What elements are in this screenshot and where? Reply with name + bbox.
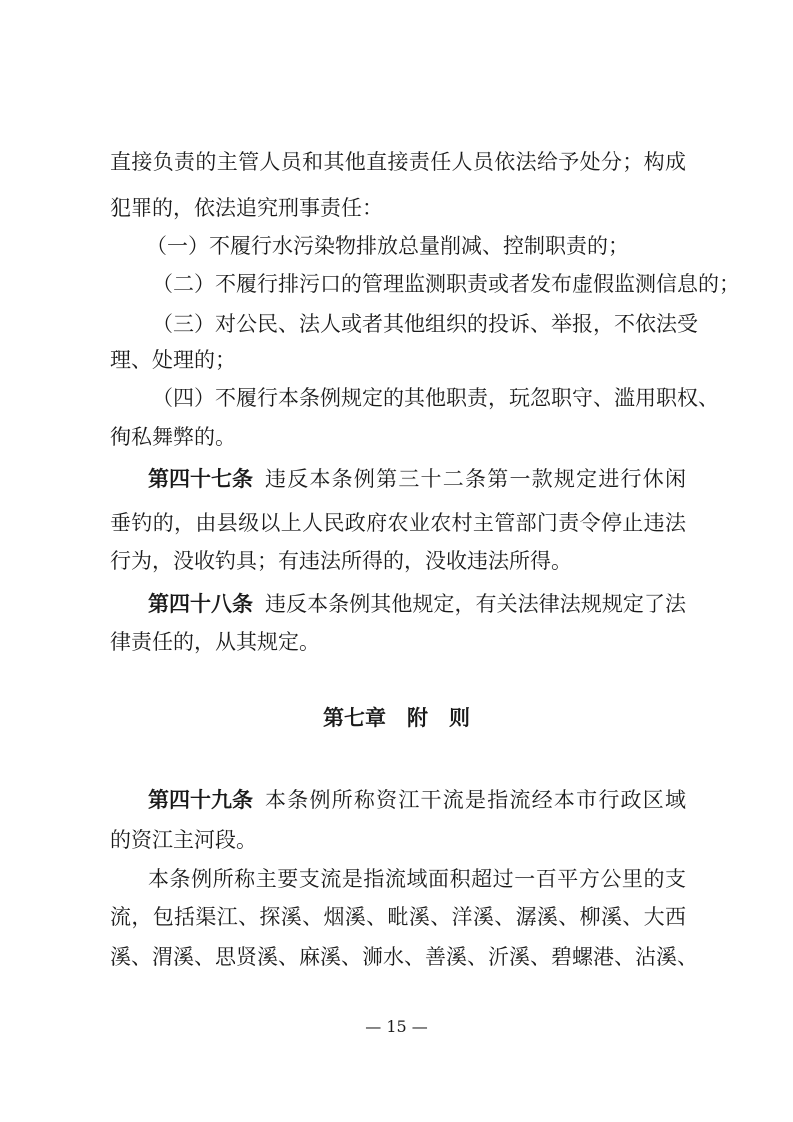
list-item-continuation: 理、处理的； [110, 348, 236, 372]
paragraph-line: 犯罪的，依法追究刑事责任： [110, 196, 383, 220]
article-text: 违反本条例第三十二条第一款规定进行休闲 [265, 467, 686, 491]
article-number: 第四十九条 [148, 788, 253, 812]
list-item: （四）不履行本条例规定的其他职责，玩忽职守、滥用职权、 [152, 386, 719, 410]
chapter-title: 第七章 附 则 [323, 706, 470, 730]
paragraph-line: 的资江主河段。 [110, 828, 257, 852]
article-text: 违反本条例其他规定，有关法律法规规定了法 [265, 592, 686, 616]
paragraph-line: 流，包括渠江、探溪、烟溪、毗溪、洋溪、潺溪、柳溪、大西 [110, 905, 686, 929]
article-47-first-line [148, 465, 686, 493]
paragraph-line: 直接负责的主管人员和其他直接责任人员依法给予处分；构成 [110, 150, 686, 174]
paragraph-line: 律责任的，从其规定。 [110, 630, 320, 654]
article-48-first-line [148, 590, 686, 618]
paragraph-line: 行为，没收钓具；有违法所得的，没收违法所得。 [110, 549, 572, 573]
page-number: — 15 — [365, 1017, 428, 1036]
list-item: （一）不履行水污染物排放总量削减、控制职责的； [146, 234, 629, 258]
paragraph-line: 溪、渭溪、思贤溪、麻溪、浉水、善溪、沂溪、碧螺港、沾溪、 [110, 945, 698, 969]
article-49-first-line [148, 786, 686, 814]
article-number: 第四十七条 [148, 467, 253, 491]
paragraph-line: 垂钓的，由县级以上人民政府农业农村主管部门责令停止违法 [110, 511, 686, 535]
list-item: （二）不履行排污口的管理监测职责或者发布虚假监测信息的； [152, 272, 740, 296]
list-item-continuation: 徇私舞弊的。 [110, 425, 236, 449]
list-item: （三）对公民、法人或者其他组织的投诉、举报，不依法受 [152, 312, 698, 336]
article-number: 第四十八条 [148, 592, 253, 616]
article-text: 本条例所称资江干流是指流经本市行政区域 [265, 788, 686, 812]
paragraph-line: 本条例所称主要支流是指流域面积超过一百平方公里的支 [148, 867, 686, 891]
